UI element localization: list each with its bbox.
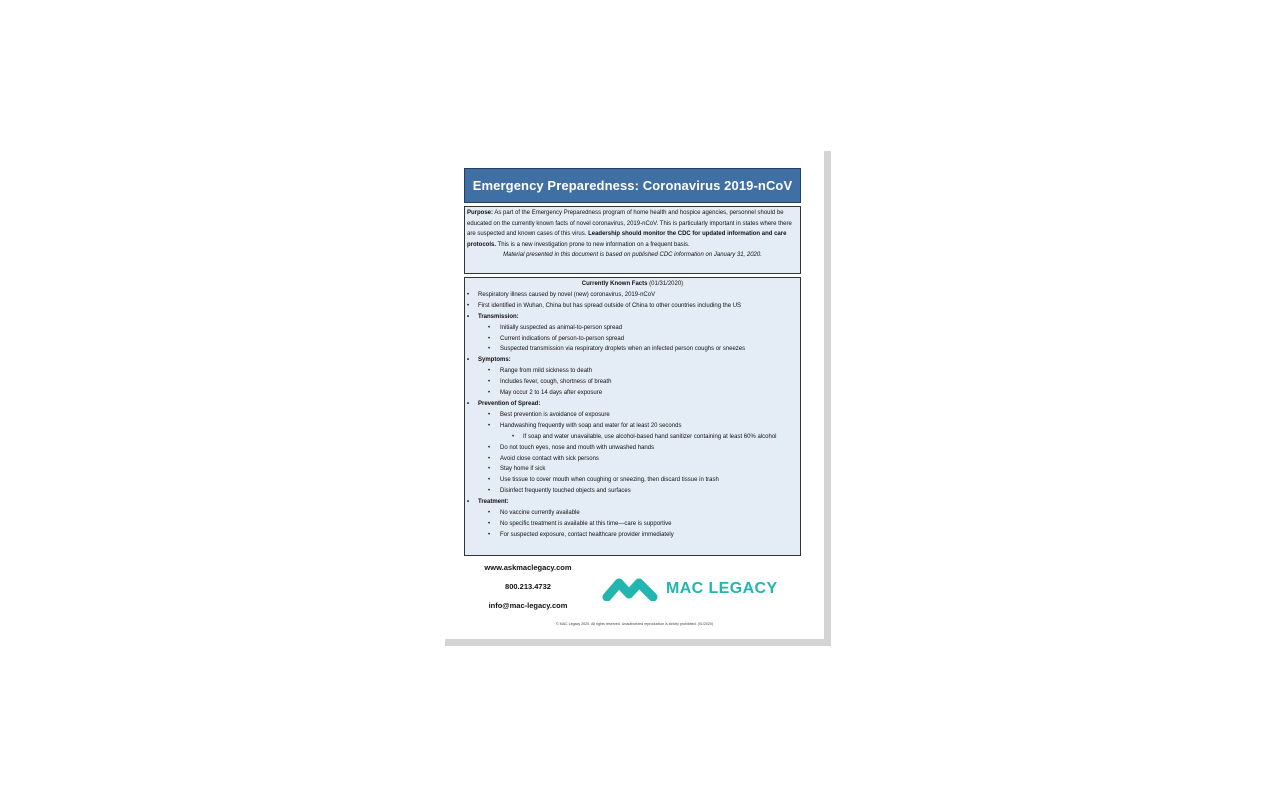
document-page	[445, 151, 824, 639]
purpose-bold-text: Leadership should monitor the CDC for updated information and care protocols.	[467, 231, 787, 248]
phone-number: 800.213.4732	[505, 582, 551, 591]
purpose-note: Material presented in this document is based on published CDC information on January 31, 2020.	[503, 252, 762, 258]
facts-section	[464, 277, 801, 556]
mac-legacy-logo	[602, 577, 778, 601]
list-item: • Do not touch eyes, nose and mouth with unwashed hands	[465, 443, 800, 454]
logo-text: MAC LEGACY	[666, 580, 778, 597]
treatment-heading: • Treatment:	[465, 497, 800, 508]
list-item: • Avoid close contact with sick persons	[465, 454, 800, 465]
list-item: • Handwashing frequently with soap and water for at least 20 seconds	[465, 421, 800, 432]
facts-title-date: (01/31/2020)	[647, 281, 684, 287]
purpose-text: As part of the Emergency Preparedness program of home health and hospice agencies, personnel should be educated on the currently known facts of novel coronavirus, 2019-nCoV. This is particularly important in states where there are suspected and known cases of this virus.	[467, 210, 792, 237]
list-item: • Initially suspected as animal-to-person spread	[465, 323, 800, 334]
list-item: • Range from mild sickness to death	[465, 366, 800, 377]
list-item: • Includes fever, cough, shortness of breath	[465, 377, 800, 388]
transmission-heading: • Transmission:	[465, 312, 800, 323]
facts-list	[465, 290, 800, 541]
email-link[interactable]: info@mac-legacy.com	[488, 601, 568, 610]
symptoms-heading: • Symptoms:	[465, 355, 800, 366]
prevention-heading: • Prevention of Spread:	[465, 399, 800, 410]
copyright-footer: © MAC Legacy 2020. All rights reserved. Unauthorized reproduction is strictly prohibited. (01/2020)	[555, 622, 714, 626]
list-item: • Best prevention is avoidance of exposure	[465, 410, 800, 421]
list-item: • Respiratory illness caused by novel (new) coronavirus, 2019-nCoV	[465, 290, 800, 301]
list-item: • No vaccine currently available	[465, 508, 800, 519]
title-text: Emergency Preparedness: Coronavirus 2019-nCoV	[472, 178, 793, 193]
list-item: • Use tissue to cover mouth when coughing or sneezing, then discard tissue in trash	[465, 475, 800, 486]
list-item: • Suspected transmission via respiratory droplets when an infected person coughs or sneezes	[465, 344, 800, 355]
list-item: • May occur 2 to 14 days after exposure	[465, 388, 800, 399]
website-link[interactable]: www.askmaclegacy.com	[484, 563, 572, 572]
list-item: • Disinfect frequently touched objects and surfaces	[465, 486, 800, 497]
list-item: • No specific treatment is available at this time—care is supportive	[465, 519, 800, 530]
list-item: • For suspected exposure, contact healthcare provider immediately	[465, 530, 800, 541]
logo-mark-icon	[602, 577, 660, 601]
facts-title-label: Currently Known Facts	[581, 281, 648, 287]
list-item: • Stay home if sick	[465, 464, 800, 475]
list-item: • Current indications of person-to-person spread	[465, 334, 800, 345]
facts-title	[465, 279, 800, 290]
purpose-text-end: This is a new investigation prone to new information on a frequent basis.	[496, 241, 690, 248]
list-item: • First identified in Wuhan, China but has spread outside of China to other countries including the US	[465, 301, 800, 312]
purpose-label: Purpose:	[467, 210, 494, 216]
document-title	[464, 168, 801, 203]
purpose-section	[464, 206, 801, 274]
purpose-paragraph	[467, 208, 798, 250]
sub-list-item: • If soap and water unavailable, use alcohol-based hand sanitizer containing at least 60% alcohol	[465, 432, 800, 443]
